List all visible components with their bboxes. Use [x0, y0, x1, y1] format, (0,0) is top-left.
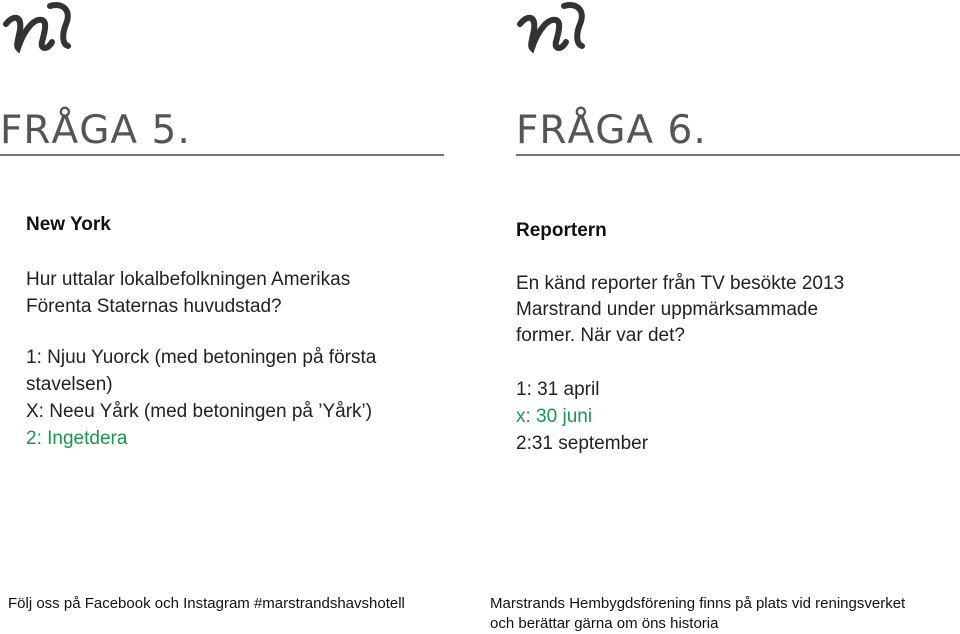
question-body: [26, 266, 350, 320]
option-1-cont: stavelsen): [26, 374, 113, 395]
option-2: 2:31 september: [516, 433, 649, 454]
question-line: En känd reporter från TV besökte 2013: [516, 273, 845, 294]
footer-text: [490, 594, 905, 634]
title-divider: [516, 154, 960, 156]
question-title: New York: [26, 214, 111, 235]
question-line: Förenta Staternas huvudstad?: [26, 296, 282, 317]
option-2-correct: 2: Ingetdera: [26, 428, 128, 449]
answer-options: [516, 376, 648, 457]
brand-logo-icon: [514, 0, 594, 60]
answer-options: [26, 344, 376, 452]
option-x: X: Neeu Yårk (med betoningen på ’Yårk’): [26, 401, 373, 422]
footer-line: och berättar gärna om öns historia: [490, 615, 719, 632]
title-divider: [0, 154, 444, 156]
question-line: Hur uttalar lokalbefolkningen Amerikas: [26, 269, 351, 290]
option-1: 1: Njuu Yuorck (med betoningen på första: [26, 347, 377, 368]
footer-text: Följ oss på Facebook och Instagram #marstrandshavshotell: [8, 595, 405, 612]
page-title: FRÅGA 5.: [0, 108, 191, 153]
brand-logo-icon: [0, 0, 80, 60]
question-title: Reportern: [516, 220, 607, 241]
page-title: FRÅGA 6.: [516, 108, 707, 153]
footer-line: Marstrands Hembygdsförening finns på plats vid reningsverket: [490, 595, 906, 612]
option-1: 1: 31 april: [516, 379, 600, 400]
question-line: former. När var det?: [516, 325, 685, 346]
question-line: Marstrand under uppmärksammade: [516, 299, 819, 320]
question-body: [516, 271, 844, 349]
option-x-correct: x: 30 juni: [516, 406, 593, 427]
